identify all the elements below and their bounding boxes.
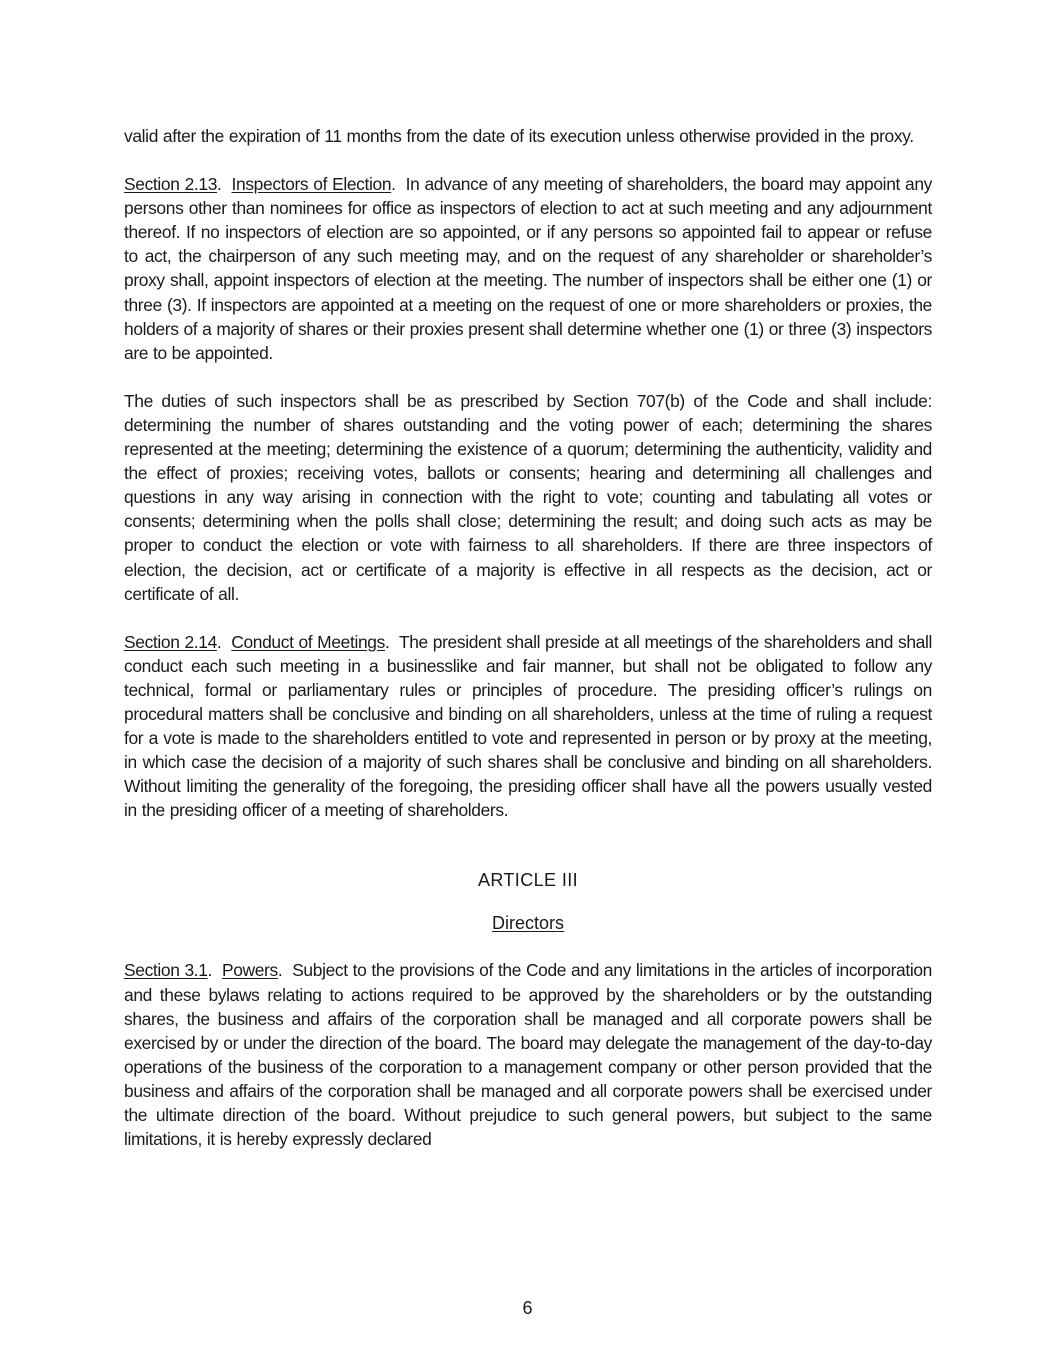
continuation-text: valid after the expiration of 11 months from the date of its execution unless otherwise provided in the proxy. — [124, 126, 914, 146]
section-3-1-paragraph: Section 3.1. Powers. Subject to the provisions of the Code and any limitations in the articles of incorporation and these bylaws relating to actions required to be approved by the shareholders or by the outstanding shares, the business and affairs of the corporation shall be managed and all corporate powers shall be exercised by or under the direction of the board. The board may delegate the management of the day-to-day operations of the business of the corporation to a management company or other person provided that the business and affairs of the corporation shall be managed and all corporate powers shall be exercised under the ultimate direction of the board. Without prejudice to such general powers, but subject to the same limitations, it is hereby expressly declared — [124, 960, 932, 1150]
section-3-1-title: Powers — [221, 960, 278, 981]
article-subheading-text: Directors — [491, 913, 564, 934]
section-3-1-body: Subject to the provisions of the Code and any limitations in the articles of incorporation and these bylaws relating to actions required to be approved by the shareholders or by the outstanding shares, the business and affairs of the corporation shall be managed and all corporate powers shall be exercised by or under the direction of the board. The board may delegate the management of the day-to-day operations of the business of the corporation to a management company or other person provided that the business and affairs of the corporation shall be managed and all corporate powers shall be exercised under the ultimate direction of the board. Without prejudice to such general powers, but subject to the same limitations, it is hereby expressly declared — [124, 960, 932, 1150]
section-2-13-title: Inspectors of Election — [231, 174, 392, 195]
section-2-14-paragraph: Section 2.14. Conduct of Meetings. The president shall preside at all meetings of the shareholders and shall conduct each such meeting in a businesslike and fair manner, but shall not be obligated to follow any technical, formal or parliamentary rules or principles of procedure. The presiding officer’s rulings on procedural matters shall be conclusive and binding on all shareholders, unless at the time of ruling a request for a vote is made to the shareholders entitled to vote and represented in person or by proxy at the meeting, in which case the decision of a majority of such shares shall be conclusive and binding on all shareholders. Without limiting the generality of the foregoing, the presiding officer shall have all the powers usually vested in the presiding officer of a meeting of shareholders. — [124, 631, 933, 821]
section-2-14-body: The president shall preside at all meetings of the shareholders and shall conduct each such meeting in a businesslike and fair manner, but shall not be obligated to follow any technical, formal or parliamentary rules or principles of procedure. The presiding officer’s rulings on procedural matters shall be conclusive and binding on all shareholders, unless at the time of ruling a request for a vote is made to the shareholders entitled to vote and represented in person or by proxy at the meeting, in which case the decision of a majority of such shares shall be conclusive and binding on all shareholders. Without limiting the generality of the foregoing, the presiding officer shall have all the powers usually vested in the presiding officer of a meeting of shareholders. — [124, 631, 933, 821]
article-subheading — [124, 913, 932, 934]
section-2-14-number: Section 2.14 — [124, 631, 217, 652]
article-heading: ARTICLE III — [477, 870, 579, 891]
section-2-13-body: In advance of any meeting of shareholders, the board may appoint any persons other than nominees for office as inspectors of election to act at such meeting and any adjournment thereof. If no inspectors of election are so appointed, or if any persons so appointed fail to appear or refuse to act, the chairperson of any such meeting may, and on the request of any shareholder or shareholder’s proxy shall, appoint inspectors of election at the meeting. The number of inspectors shall be either one (1) or three (3). If inspectors are appointed at a meeting on the request of one or more shareholders or proxies, the holders of a majority of shares or their proxies present shall determine whether one (1) or three (3) inspectors are to be appointed. — [124, 174, 932, 363]
section-2-13-paragraph: Section 2.13. Inspectors of Election. In advance of any meeting of shareholders, the board may appoint any persons other than nominees for office as inspectors of election to act at such meeting and any adjournment thereof. If no inspectors of election are so appointed, or if any persons so appointed fail to appear or refuse to act, the chairperson of any such meeting may, and on the request of any shareholder or shareholder’s proxy shall, appoint inspectors of election at the meeting. The number of inspectors shall be either one (1) or three (3). If inspectors are appointed at a meeting on the request of one or more shareholders or proxies, the holders of a majority of shares or their proxies present shall determine whether one (1) or three (3) inspectors are to be appointed. — [124, 174, 932, 363]
section-2-13-duties-paragraph — [124, 389, 932, 606]
page-number: 6 — [522, 1298, 533, 1318]
document-page — [124, 124, 932, 1151]
section-2-13-number: Section 2.13 — [124, 174, 218, 195]
section-2-14-title: Conduct of Meetings — [231, 631, 385, 652]
continuation-paragraph — [124, 124, 932, 148]
section-3-1-number: Section 3.1 — [124, 960, 208, 981]
section-2-13-duties: The duties of such inspectors shall be as prescribed by Section 707(b) of the Code and shall include: determining the number of shares outstanding and the voting power of each; determining the shares represented at the meeting; determining the existence of a quorum; determining the authenticity, validity and the effect of proxies; receiving votes, ballots or consents; hearing and determining all challenges and questions in any way arising in connection with the right to vote; counting and tabulating all votes or consents; determining when the polls shall close; determining the result; and doing such acts as may be proper to conduct the election or vote with fairness to all shareholders. If there are three inspectors of election, the decision, act or certificate of a majority is effective in all respects as the decision, act or certificate of all. — [124, 390, 932, 604]
